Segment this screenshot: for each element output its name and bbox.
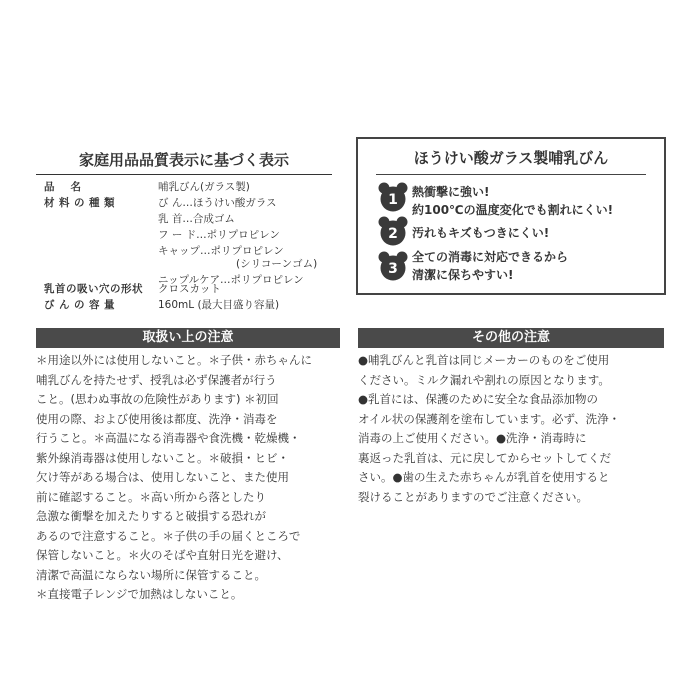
other-line: 裏返った乳首は、元に戻してからセットしてくだ (358, 450, 611, 465)
handling-line: 使用の際、および使用後は都度、洗浄・消毒を (36, 411, 278, 426)
quality-row (36, 195, 336, 211)
handling-line: 前に確認すること。＊高い所から落としたり (36, 489, 266, 504)
handling-line: 行うこと。＊高温になる消毒器や食洗機・乾燥機・ (36, 431, 301, 445)
other-line: 消毒の上ご使用ください。●洗浄・消毒時に (358, 431, 587, 445)
quality-row (36, 211, 336, 227)
quality-row (36, 281, 336, 297)
quality-row (36, 256, 336, 272)
quality-row-value: び ん…ほうけい酸ガラス (158, 197, 277, 209)
bear-number-icon (378, 251, 408, 281)
quality-label-title: 家庭用品品質表示に基づく表示 (78, 151, 289, 169)
quality-row-value: ニップルケア…ポリプロピレン (158, 274, 304, 286)
other-line: ください。ミルク漏れや割れの原因となります。 (358, 372, 610, 387)
handling-line: ＊用途以外には使用しないこと。＊子供・赤ちゃんに (36, 353, 312, 367)
feature-text: 熱衝撃に強い! (412, 185, 490, 199)
feature-box-title: ほうけい酸ガラス製哺乳びん (413, 149, 609, 167)
handling-line: 清潔で高温にならない場所に保管すること。 (36, 567, 266, 582)
title-divider (376, 174, 646, 175)
quality-row-value: 160mL (最大目盛り容量) (158, 299, 280, 311)
quality-row (36, 179, 336, 195)
quality-row-value: 哺乳びん(ガラス製) (158, 181, 250, 193)
feature-number: 2 (388, 226, 398, 242)
handling-line: 欠け等がある場合は、使用しないこと、また使用 (36, 470, 289, 484)
handling-line: 紫外線消毒器は使用しないこと。＊破損・ヒビ・ (36, 450, 289, 465)
feature-text: 約100℃の温度変化でも割れにくい! (412, 203, 614, 217)
handling-line: あるので注意すること。＊子供の手の届くところで (36, 528, 301, 543)
quality-row-label: 品名 (44, 181, 97, 193)
quality-row-label: 材料の種類 (44, 197, 119, 209)
other-line: ●哺乳びんと乳首は同じメーカーのものをご使用 (358, 353, 610, 367)
handling-line: 哺乳びんを持たせず、授乳は必ず保護者が行う (36, 372, 277, 387)
bear-number-icon (378, 216, 408, 246)
other-section-header: その他の注意 (358, 328, 664, 348)
quality-row-label: びんの容量 (44, 299, 119, 311)
quality-row-value: キャップ…ポリプロピレン (158, 245, 284, 257)
quality-row (36, 297, 336, 313)
other-line: さい。●歯の生えた赤ちゃんが乳首を使用すると (358, 470, 610, 484)
handling-line: こと。(思わぬ事故の危険性があります) ＊初回 (36, 392, 279, 406)
quality-row-value: フ ー ド…ポリプロピレン (158, 229, 280, 241)
feature-number: 3 (388, 261, 398, 277)
feature-number: 1 (388, 192, 398, 208)
feature-text: 全ての消毒に対応できるから (412, 250, 569, 264)
quality-row-value: 乳 首…合成ゴム (158, 213, 235, 225)
other-line: ●乳首には、保護のために安全な食品添加物の (358, 392, 599, 406)
handling-line: ＊直接電子レンジで加熱はしないこと。 (36, 587, 243, 601)
handling-section-header: 取扱い上の注意 (36, 328, 340, 348)
other-line: オイル状の保護剤を塗布しています。必ず、洗浄・ (358, 411, 621, 426)
bear-number-icon (378, 182, 408, 212)
handling-text (36, 351, 312, 605)
feature-text: 清潔に保ちやすい! (412, 268, 514, 282)
handling-line: 急激な衝撃を加えたりすると破損する恐れが (36, 509, 266, 523)
handling-line: 保管しないこと。＊火のそばや直射日光を避け、 (36, 548, 289, 562)
quality-row-value: (シリコーンゴム) (236, 258, 318, 270)
other-text (358, 351, 620, 507)
quality-row (36, 227, 336, 243)
feature-text: 汚れもキズもつきにくい! (412, 226, 550, 240)
quality-row-label: 乳首の吸い穴の形状 (44, 283, 143, 295)
title-divider (36, 174, 332, 175)
quality-row-value: クロスカット (158, 283, 221, 295)
other-line: 裂けることがありますのでご注意ください。 (358, 489, 588, 504)
